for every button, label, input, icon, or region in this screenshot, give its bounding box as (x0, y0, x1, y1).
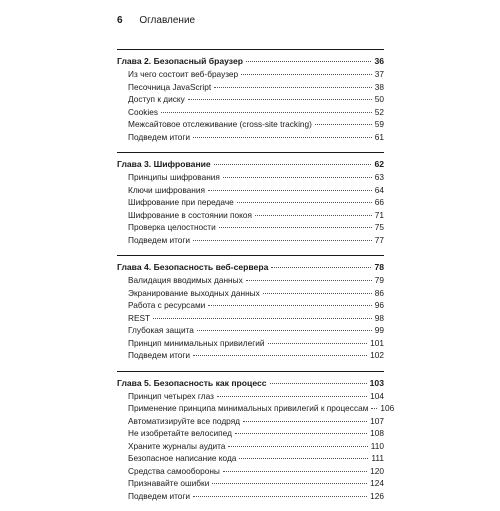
chapter-page-number: 103 (369, 377, 384, 388)
entry-title: Шифрование при передаче (128, 197, 234, 207)
entry-page-number: 104 (370, 390, 384, 401)
page-number: 6 (117, 15, 123, 26)
entry-title: Из чего состоит веб-браузер (128, 69, 239, 79)
toc-entry (117, 390, 384, 403)
dot-leader (197, 330, 372, 331)
chapter-title: Глава 2. Безопасный браузер (117, 56, 243, 66)
entry-title: Средства самообороны (128, 465, 220, 476)
dot-leader (188, 99, 372, 100)
dot-leader (235, 433, 367, 434)
toc-chapter (117, 152, 384, 246)
toc-entry (117, 93, 384, 106)
entry-title: Экранирование выходных данных (128, 287, 260, 298)
chapter-title: Глава 3. Шифрование (117, 159, 211, 169)
toc-entry (117, 184, 384, 197)
page-header (117, 15, 195, 26)
toc-entry (117, 106, 384, 119)
entry-page-number: 77 (374, 234, 384, 245)
entry-page-number: 124 (370, 478, 384, 488)
toc-entry (117, 209, 384, 222)
toc-entry (117, 274, 384, 287)
chapter-title-row (117, 152, 384, 171)
entry-page-number: 106 (380, 403, 395, 413)
toc-entry (117, 81, 384, 94)
dot-leader (193, 240, 372, 241)
entry-page-number: 38 (374, 81, 384, 92)
entry-page-number: 120 (370, 465, 384, 476)
dot-leader (239, 458, 368, 459)
entry-page-number: 108 (370, 428, 384, 438)
dot-leader (223, 471, 367, 472)
entry-title: Работа с ресурсами (128, 300, 206, 310)
toc-entry (117, 131, 384, 144)
dot-leader (208, 305, 371, 306)
entry-title: Cookies (128, 106, 158, 117)
dot-leader (246, 61, 371, 62)
toc-entry (117, 234, 384, 247)
entry-title: Шифрование в состоянии покоя (128, 209, 252, 220)
entry-title: REST (128, 312, 151, 323)
toc-entry (117, 490, 384, 503)
entry-page-number: 101 (370, 337, 384, 348)
entry-page-number: 102 (370, 350, 384, 360)
toc-entry (117, 440, 384, 453)
entry-page-number: 111 (371, 453, 384, 463)
entry-page-number: 79 (374, 275, 384, 285)
entry-page-number: 96 (374, 300, 384, 310)
entry-page-number: 37 (374, 69, 384, 79)
dot-leader (193, 496, 367, 497)
entry-title: Храните журналы аудита (128, 440, 226, 451)
toc-chapter (117, 49, 384, 143)
entry-title: Не изобретайте велосипед (128, 428, 232, 438)
entry-title: Подведем итоги (128, 234, 191, 245)
dot-leader (217, 396, 367, 397)
toc-entry (117, 312, 384, 325)
entry-title: Подведем итоги (128, 131, 191, 142)
entry-page-number: 71 (374, 209, 384, 220)
toc-entry (117, 427, 384, 440)
entry-page-number: 99 (374, 325, 384, 335)
table-of-contents (117, 49, 395, 511)
chapter-page-number: 78 (374, 262, 384, 272)
dot-leader (161, 112, 372, 113)
dot-leader (219, 227, 372, 228)
entry-title: Автоматизируйте все подряд (128, 415, 241, 426)
dot-leader (263, 293, 372, 294)
entry-page-number: 52 (374, 106, 384, 117)
chapter-page-number: 62 (374, 159, 384, 169)
entry-page-number: 75 (374, 222, 384, 232)
dot-leader (223, 177, 372, 178)
entry-page-number: 98 (374, 312, 384, 323)
dot-leader (214, 87, 372, 88)
dot-leader (255, 215, 372, 216)
chapter-title: Глава 5. Безопасность как процесс (117, 377, 267, 388)
dot-leader (270, 383, 367, 384)
entry-title: Принцип четырех глаз (128, 390, 214, 401)
dot-leader (193, 137, 372, 138)
dot-leader (271, 267, 371, 268)
toc-entry (117, 118, 384, 131)
toc-chapter (117, 255, 384, 362)
entry-page-number: 110 (370, 440, 384, 451)
entry-title: Принципы шифрования (128, 172, 220, 182)
entry-title: Подведем итоги (128, 350, 191, 360)
dot-leader (208, 190, 372, 191)
toc-entry (117, 196, 384, 209)
dot-leader (237, 202, 372, 203)
entry-title: Межсайтовое отслеживание (cross-site tracking) (128, 119, 312, 129)
page-running-title: Оглавление (139, 15, 196, 26)
entry-page-number: 59 (374, 119, 384, 129)
dot-leader (241, 74, 372, 75)
toc-entry (117, 171, 384, 184)
entry-title: Ключи шифрования (128, 184, 205, 195)
dot-leader (246, 280, 372, 281)
entry-page-number: 107 (370, 415, 384, 426)
dot-leader (153, 318, 372, 319)
entry-title: Песочница JavaScript (128, 81, 212, 92)
chapter-title-row (117, 255, 384, 274)
entry-title: Глубокая защита (128, 325, 194, 335)
entry-title: Валидация вводимых данных (128, 275, 243, 285)
dot-leader (214, 164, 372, 165)
entry-page-number: 50 (374, 94, 384, 104)
toc-entry (117, 299, 384, 312)
entry-title: Принцип минимальных привилегий (128, 337, 265, 348)
toc-entry (117, 324, 384, 337)
toc-entry (117, 68, 384, 81)
toc-entry (117, 337, 384, 350)
entry-page-number: 66 (374, 197, 384, 207)
entry-page-number: 61 (374, 131, 384, 142)
toc-entry (117, 465, 384, 478)
dot-leader (228, 446, 367, 447)
toc-entry (117, 402, 395, 415)
entry-page-number: 64 (374, 184, 384, 195)
toc-entry (117, 477, 384, 490)
dot-leader (268, 343, 368, 344)
entry-title: Доступ к диску (128, 94, 185, 104)
dot-leader (371, 408, 377, 409)
entry-page-number: 126 (370, 490, 384, 501)
entry-title: Подведем итоги (128, 490, 191, 501)
chapter-title-row (117, 371, 384, 390)
chapter-title-row (117, 49, 384, 68)
entry-page-number: 63 (374, 172, 384, 182)
toc-entry (117, 415, 384, 428)
dot-leader (212, 483, 367, 484)
toc-entry (117, 221, 384, 234)
toc-entry (117, 349, 384, 362)
dot-leader (193, 355, 367, 356)
entry-page-number: 86 (374, 287, 384, 298)
entry-title: Проверка целостности (128, 222, 216, 232)
entry-title: Безопасное написание кода (128, 453, 237, 463)
chapter-title: Глава 4. Безопасность веб-сервера (117, 262, 269, 272)
dot-leader (315, 124, 372, 125)
dot-leader (243, 421, 367, 422)
entry-title: Признавайте ошибки (128, 478, 210, 488)
toc-chapter (117, 371, 395, 503)
toc-entry (117, 452, 384, 465)
entry-title: Применение принципа минимальных привилегий к процессам (128, 403, 369, 413)
chapter-page-number: 36 (374, 56, 384, 66)
toc-entry (117, 287, 384, 300)
